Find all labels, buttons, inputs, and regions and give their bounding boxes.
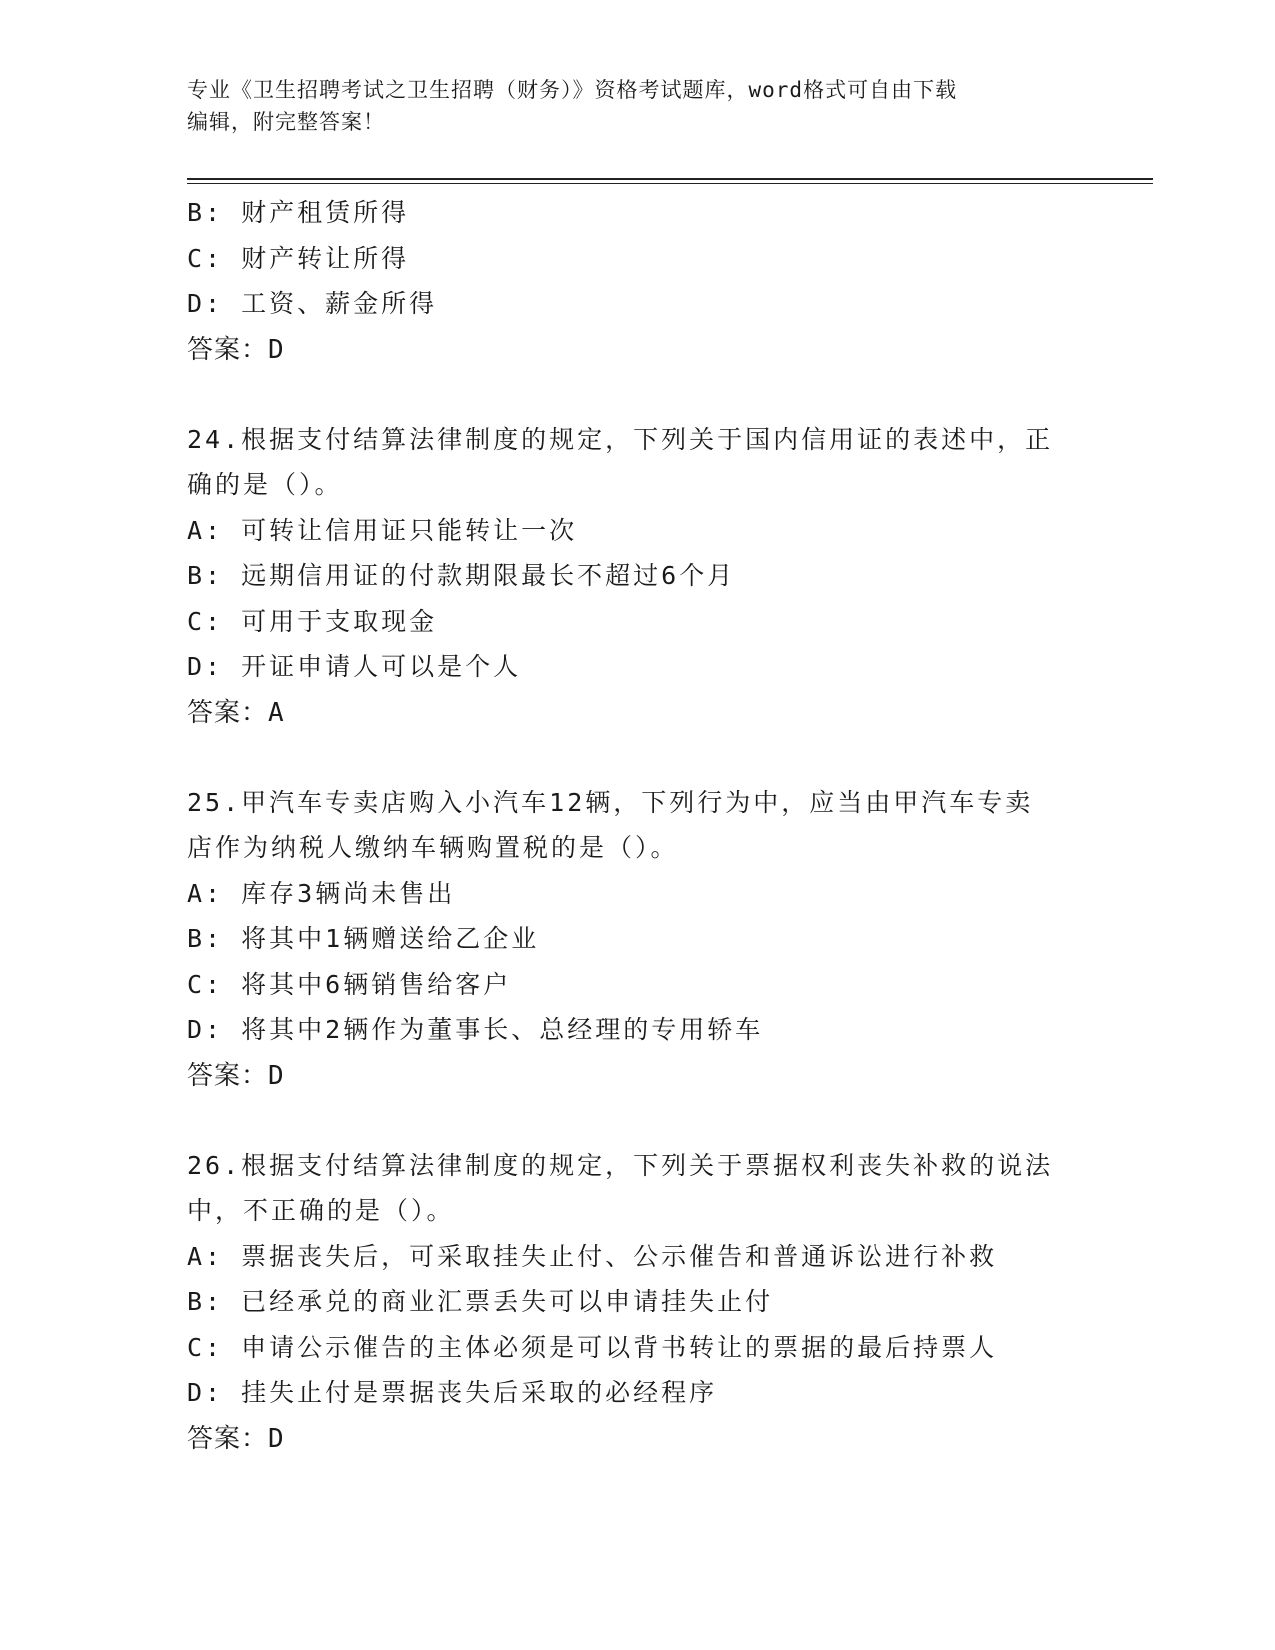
answer: 答案：D — [187, 1423, 285, 1454]
answer: 答案：A — [187, 697, 285, 728]
question-title: 24.根据支付结算法律制度的规定，下列关于国内信用证的表述中，正 — [187, 424, 1054, 454]
header-rule-thin — [187, 183, 1153, 184]
option-a: A: 库存3辆尚未售出 — [187, 878, 456, 908]
question-title: 25.甲汽车专卖店购入小汽车12辆，下列行为中，应当由甲汽车专卖 — [187, 787, 1034, 817]
option-b: B: 将其中1辆赠送给乙企业 — [187, 924, 540, 953]
question-24 — [187, 417, 1087, 736]
question-25 — [187, 780, 1087, 1099]
option-c: C: 可用于支取现金 — [187, 606, 438, 636]
option-c: C: 申请公示催告的主体必须是可以背书转让的票据的最后持票人 — [187, 1332, 998, 1362]
header-line-1: 专业《卫生招聘考试之卫生招聘（财务）》资格考试题库，word格式可自由下载 — [187, 78, 958, 102]
question-title-cont: 确的是（）。 — [187, 470, 343, 499]
spacer — [187, 736, 1087, 780]
spacer — [187, 1099, 1087, 1143]
option-b: B: 财产租赁所得 — [187, 198, 410, 227]
header-rule-thick — [187, 178, 1153, 180]
option-d: D: 将其中2辆作为董事长、总经理的专用轿车 — [187, 1015, 764, 1044]
option-a: A: 票据丧失后，可采取挂失止付、公示催告和普通诉讼进行补救 — [187, 1241, 998, 1271]
option-a: A: 可转让信用证只能转让一次 — [187, 515, 578, 545]
option-c: C: 将其中6辆销售给客户 — [187, 969, 512, 999]
option-c: C: 财产转让所得 — [187, 243, 410, 273]
question-title-cont: 店作为纳税人缴纳车辆购置税的是（）。 — [187, 833, 679, 862]
question-26 — [187, 1143, 1087, 1462]
option-d: D: 开证申请人可以是个人 — [187, 652, 522, 681]
question-23-continued — [187, 190, 1087, 373]
question-list — [187, 190, 1087, 1462]
option-d: D: 挂失止付是票据丧失后采取的必经程序 — [187, 1378, 718, 1407]
option-d: D: 工资、薪金所得 — [187, 289, 438, 318]
header-line-2: 编辑，附完整答案！ — [187, 110, 385, 134]
question-title: 26.根据支付结算法律制度的规定，下列关于票据权利丧失补救的说法 — [187, 1150, 1054, 1180]
option-b: B: 远期信用证的付款期限最长不超过6个月 — [187, 561, 736, 590]
spacer — [187, 373, 1087, 417]
option-b: B: 已经承兑的商业汇票丢失可以申请挂失止付 — [187, 1287, 774, 1316]
answer: 答案：D — [187, 334, 285, 365]
document-header — [187, 74, 1087, 138]
question-title-cont: 中，不正确的是（）。 — [187, 1196, 455, 1225]
answer: 答案：D — [187, 1060, 285, 1091]
